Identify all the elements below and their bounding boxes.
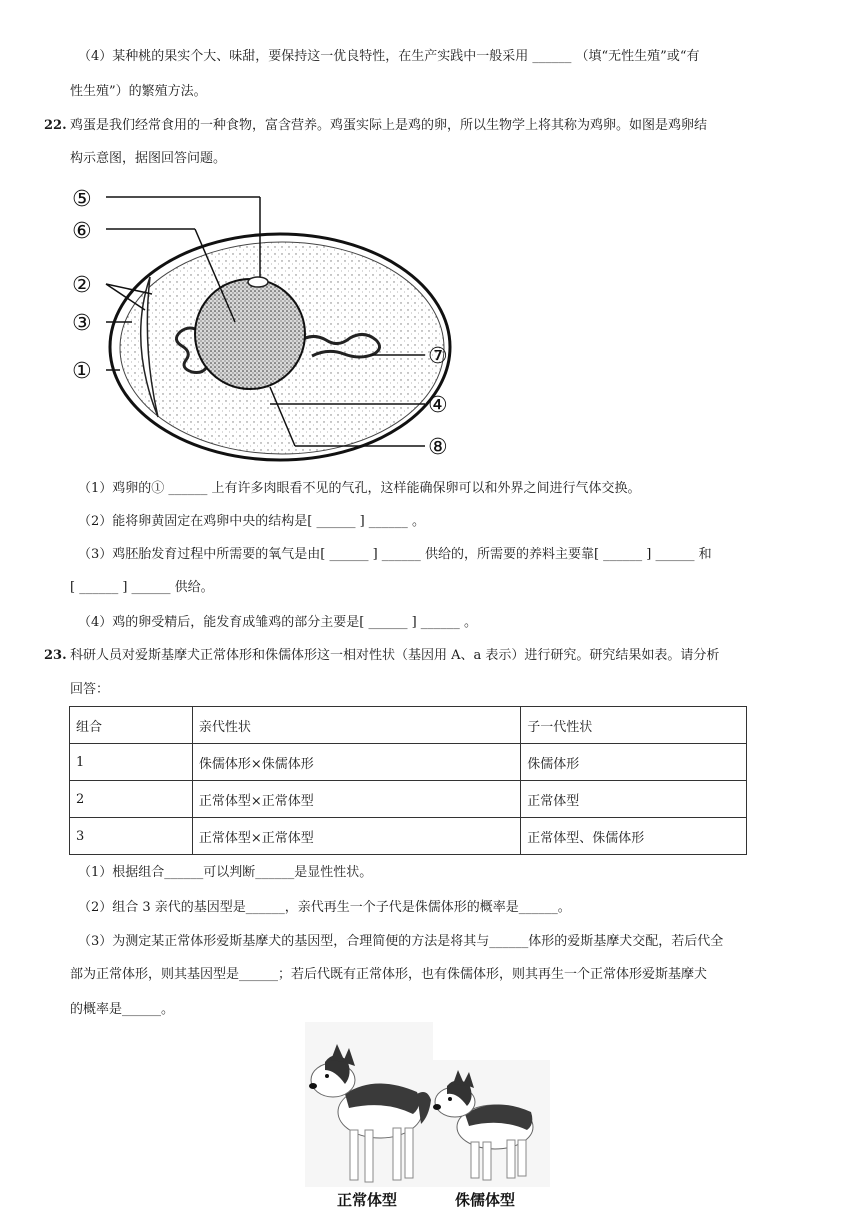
q22-part4: （4）鸡的卵受精后，能发育成雏鸡的部分主要是[ ______ ] ______ 。 bbox=[78, 615, 477, 630]
caption-dwarf-type: 侏儒体型 bbox=[455, 1191, 516, 1209]
egg-structure-diagram bbox=[70, 182, 460, 462]
table-cell: 正常体型×正常体型 bbox=[192, 818, 520, 855]
table-cell: 2 bbox=[70, 781, 193, 818]
q23-part3-line1: （3）为测定某正常体形爱斯基摩犬的基因型，合理简便的方法是将其与______体形的爱斯基摩犬交配，若后代全 bbox=[78, 934, 724, 949]
label-3: ③ bbox=[72, 311, 92, 336]
q23-intro-line1: 科研人员对爱斯基摩犬正常体形和侏儒体形这一相对性状（基因用 A、a 表示）进行研究。研究结果如表。请分析 bbox=[70, 648, 720, 663]
table-row bbox=[70, 781, 747, 818]
q22-intro-line2: 构示意图，据图回答问题。 bbox=[70, 151, 227, 166]
table-cell: 1 bbox=[70, 744, 193, 781]
table-row bbox=[70, 818, 747, 855]
table-header: 亲代性状 bbox=[192, 707, 520, 744]
husky-dogs-image bbox=[305, 1022, 555, 1212]
label-5: ⑤ bbox=[72, 187, 92, 212]
q23-part3-line2: 部为正常体形，则其基因型是______；若后代既有正常体形，也有侏儒体形，则其再生一个正常体形爱斯基摩犬 bbox=[70, 967, 708, 982]
q23-part2: （2）组合 3 亲代的基因型是______，亲代再生一个子代是侏儒体形的概率是______。 bbox=[78, 900, 571, 915]
table-header: 子一代性状 bbox=[521, 707, 747, 744]
q22-intro-line1: 鸡蛋是我们经常食用的一种食物，富含营养。鸡蛋实际上是鸡的卵，所以生物学上将其称为鸡卵。如图是鸡卵结 bbox=[70, 118, 708, 133]
table-header-row bbox=[70, 707, 747, 744]
question-22-number: 22. bbox=[44, 118, 67, 133]
q22-part1: （1）鸡卵的① ______ 上有许多肉眼看不见的气孔，这样能确保卵可以和外界之间进行气体交换。 bbox=[78, 481, 641, 496]
label-4: ④ bbox=[428, 393, 448, 418]
q23-intro-line2: 回答： bbox=[70, 682, 110, 697]
table-header: 组合 bbox=[70, 707, 193, 744]
label-7: ⑦ bbox=[428, 344, 448, 369]
inheritance-table bbox=[69, 706, 747, 855]
label-8: ⑧ bbox=[428, 435, 448, 460]
table-cell: 正常体型、侏儒体形 bbox=[521, 818, 747, 855]
q23-part1: （1）根据组合______可以判断______是显性性状。 bbox=[78, 865, 373, 880]
q22-part3-line2: [ ______ ] ______ 供给。 bbox=[70, 580, 214, 595]
q22-part3-line1: （3）鸡胚胎发育过程中所需要的氧气是由[ ______ ] ______ 供给的，所需要的养料主要靠[ ______ ] ______ 和 bbox=[78, 547, 712, 562]
label-2: ② bbox=[72, 273, 92, 298]
table-cell: 正常体型 bbox=[521, 781, 747, 818]
question-23-number: 23. bbox=[44, 648, 67, 663]
q21-part4-line1: （4）某种桃的果实个大、味甜，要保持这一优良特性，在生产实践中一般采用 ______ （填“无性生殖”或“有 bbox=[78, 49, 700, 64]
q22-part2: （2）能将卵黄固定在鸡卵中央的结构是[ ______ ] ______ 。 bbox=[78, 514, 425, 529]
table-cell: 侏儒体形×侏儒体形 bbox=[192, 744, 520, 781]
table-row bbox=[70, 744, 747, 781]
egg-yolk bbox=[195, 279, 305, 389]
table-cell: 3 bbox=[70, 818, 193, 855]
label-6: ⑥ bbox=[72, 219, 92, 244]
germinal-disc bbox=[248, 277, 268, 287]
table-cell: 正常体型×正常体型 bbox=[192, 781, 520, 818]
caption-normal-type: 正常体型 bbox=[337, 1191, 398, 1209]
q21-part4-line2: 性生殖”）的繁殖方法。 bbox=[70, 84, 207, 99]
label-1: ① bbox=[72, 359, 92, 384]
table-cell: 侏儒体形 bbox=[521, 744, 747, 781]
q23-part3-line3: 的概率是______。 bbox=[70, 1002, 175, 1017]
